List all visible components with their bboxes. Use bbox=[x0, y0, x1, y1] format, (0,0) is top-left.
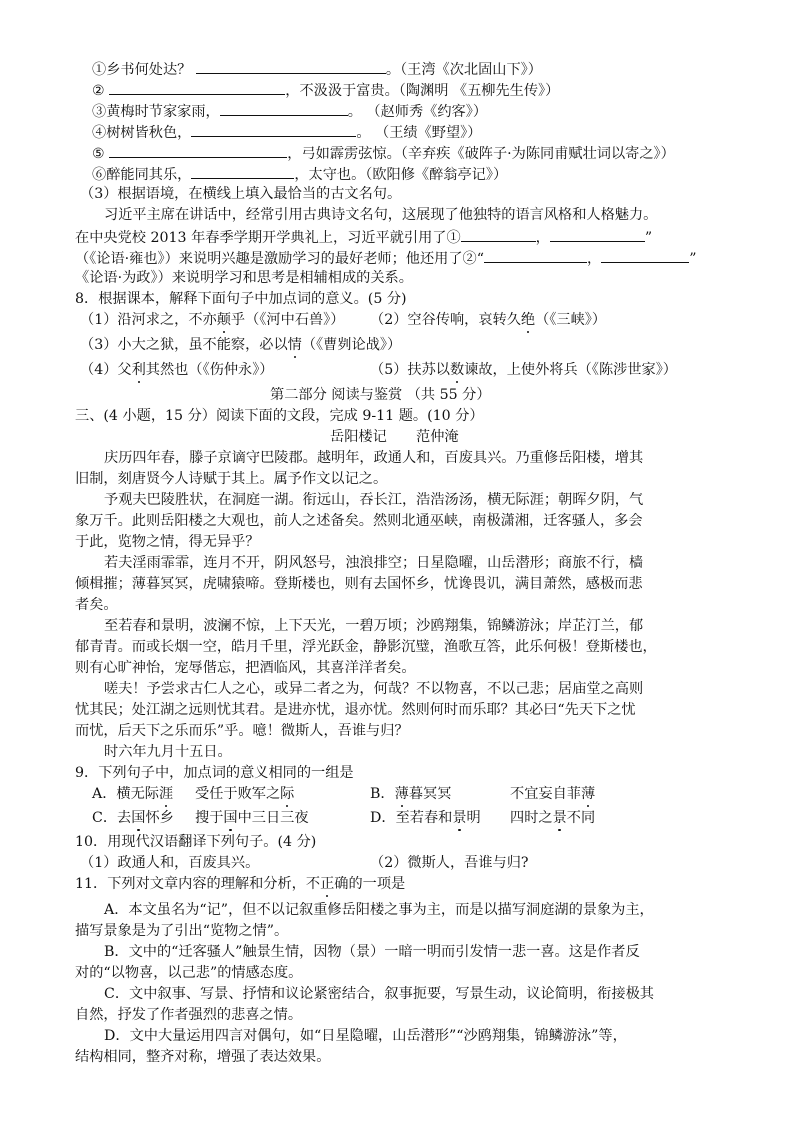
q8-text: （3）小大之狱，虽不能察，必以 bbox=[80, 337, 288, 353]
item-prefix: 乡书何处达？ bbox=[106, 62, 192, 78]
emphasis-dotted bbox=[306, 876, 349, 892]
answer-blank[interactable] bbox=[550, 226, 645, 242]
q11-option-b-cont: 对的“以物喜，以己悲”的情感态度。 bbox=[75, 965, 303, 981]
essay-line: 象万千。此则岳阳楼之大观也，前人之述备矣。然则北通巫峡，南极潇湘，迁客骚人，多会 bbox=[75, 513, 643, 529]
answer-blank[interactable] bbox=[601, 247, 689, 263]
dotted-word: 不正确 bbox=[305, 876, 349, 892]
dotted-word: 国 bbox=[131, 810, 146, 826]
q10-sentence-1: （1）政通人和，百废具兴。 bbox=[80, 855, 260, 871]
essay-line: 至若春和景明，波澜不惊，上下天光，一碧万顷；沙鸥翔集，锦鳞游泳；岸芷汀兰，郁 bbox=[104, 618, 644, 634]
q7-3-text: ” bbox=[689, 251, 697, 267]
answer-blank[interactable] bbox=[109, 79, 285, 95]
essay-line: 则有心旷神怡，宠辱偕忘，把酒临风，其喜洋洋者矣。 bbox=[75, 660, 416, 676]
q11-option-d[interactable]: D．文中大量运用四言对偶句，如“日星隐曜，山岳潜形”“沙鸥翔集，锦鳞游泳”等， bbox=[104, 1028, 627, 1044]
q7-3-line bbox=[75, 226, 652, 248]
item-source: 。（王湾《次北固山下》） bbox=[385, 62, 542, 78]
q9-option-d-pair bbox=[510, 808, 595, 828]
option-text: 不同 bbox=[566, 810, 596, 826]
option-text: A．横无际 bbox=[92, 786, 159, 802]
q11-heading bbox=[75, 874, 405, 894]
essay-line: 于此，览物之情，得无异乎？ bbox=[75, 534, 260, 550]
option-text: 中三日三夜 bbox=[237, 810, 309, 826]
answer-blank[interactable] bbox=[220, 100, 348, 116]
q7-3-text: ” bbox=[644, 230, 653, 246]
item-number: ② bbox=[92, 83, 105, 99]
item-prefix: 黄梅时节家家雨， bbox=[106, 104, 220, 120]
fill-item-3 bbox=[92, 100, 487, 122]
item-number: ① bbox=[92, 62, 107, 78]
item-source: ，弓如霹雳弦惊。（辛弃疾《破阵子·为陈同甫赋壮词以寄之》） bbox=[287, 146, 675, 162]
item-prefix: 醉能同其乐， bbox=[106, 167, 192, 183]
essay-line: 旧制，刻唐贤今人诗赋于其上。属予作文以记之。 bbox=[75, 471, 388, 487]
q8-item-2 bbox=[370, 310, 606, 330]
option-text: 四时之 bbox=[510, 810, 553, 826]
fill-item-5 bbox=[92, 142, 675, 164]
dotted-word: 利 bbox=[131, 362, 146, 378]
item-number: ④ bbox=[92, 125, 107, 141]
answer-blank[interactable] bbox=[109, 142, 287, 158]
answer-blank[interactable] bbox=[191, 163, 294, 179]
fill-item-2 bbox=[92, 79, 559, 101]
q7-3-line: 习近平主席在讲话中，经常引用古典诗文名句，这展现了他独特的语言风格和人格魅力。 bbox=[104, 207, 658, 223]
q7-3-line: 《论语·为政》）来说明学习和思考是相辅相成的关系。 bbox=[75, 270, 413, 286]
item-source: ，太守也。（欧阳修《醉翁亭记》） bbox=[294, 167, 508, 183]
essay-line: 时六年九月十五日。 bbox=[104, 744, 232, 760]
essay-line: 忧其民；处江湖之远则忧其君。是进亦忧，退亦忧。然则何时而乐耶？其必曰“先天下之忧 bbox=[75, 702, 636, 718]
q7-3-heading: （3）根据语境，在横线上填入最恰当的古文名句。 bbox=[80, 186, 402, 202]
q8-text: （5）扶苏以 bbox=[370, 362, 450, 378]
q7-3-text: 在中央党校 2013 年春季学期开学典礼上，习近平就引用了① bbox=[75, 230, 461, 246]
essay-title: 岳阳楼记 bbox=[330, 429, 387, 445]
q11-option-c[interactable]: C．文中叙事、写景、抒情和议论紧密结合，叙事扼要，写景生动，议论简明，衔接极其 bbox=[104, 986, 654, 1002]
item-source: 。 （赵师秀《约客》） bbox=[347, 104, 488, 120]
q8-text: （1）沿河求之，不亦 bbox=[80, 312, 217, 328]
dotted-word: 际 bbox=[280, 786, 295, 802]
item-number: ⑤ bbox=[92, 146, 105, 162]
dotted-word: 情 bbox=[287, 337, 302, 353]
answer-blank[interactable] bbox=[484, 247, 587, 263]
q8-text: （《曹刿论战》） bbox=[301, 337, 402, 353]
fill-item-6 bbox=[92, 163, 507, 185]
q9-option-c[interactable] bbox=[92, 808, 174, 828]
item-prefix: 树树皆秋色， bbox=[106, 125, 192, 141]
answer-blank[interactable] bbox=[461, 226, 536, 242]
q9-heading: 9．下列句子中，加点词的意义相同的一组是 bbox=[75, 765, 354, 781]
dotted-word: 涯 bbox=[159, 786, 174, 802]
essay-line: 嗟夫！予尝求古仁人之心，或异二者之为，何哉？不以物喜，不以己悲；居庙堂之高则 bbox=[104, 681, 644, 697]
q8-item-1 bbox=[80, 310, 344, 330]
option-text: D．至若春和 bbox=[370, 810, 453, 826]
essay-line: 者矣。 bbox=[75, 597, 118, 613]
q8-heading: 8．根据课本，解释下面句子中加点词的意义。(5 分) bbox=[75, 291, 407, 307]
q8-text: （4）父 bbox=[80, 362, 132, 378]
option-text: C．去 bbox=[92, 810, 132, 826]
dotted-word: 景 bbox=[552, 810, 567, 826]
essay-line: 而忧，后天下之乐而乐”乎。噫！微斯人，吾谁与归？ bbox=[75, 723, 409, 739]
part2-title: 第二部分 阅读与鉴赏 （共 55 分） bbox=[270, 387, 491, 403]
essay-line: 若夫淫雨霏霏，连月不开，阴风怒号，浊浪排空；日星隐曜，山岳潜形；商旅不行，樯 bbox=[104, 555, 644, 571]
answer-blank[interactable] bbox=[196, 58, 386, 74]
item-number: ③ bbox=[92, 104, 107, 120]
fill-item-1 bbox=[92, 58, 542, 80]
dotted-word: 薄 bbox=[580, 786, 596, 802]
answer-blank[interactable] bbox=[191, 121, 356, 137]
essay-line: 郁青青。而或长烟一空，皓月千里，浮光跃金，静影沉璧，渔歌互答，此乐何极！登斯楼也， bbox=[75, 639, 657, 655]
q8-text: （2）空谷传响，哀转久 bbox=[370, 312, 521, 328]
q7-3-line bbox=[75, 247, 696, 269]
q9-option-a[interactable] bbox=[92, 784, 173, 804]
item-number: ⑥ bbox=[92, 167, 107, 183]
option-text: 明 bbox=[466, 810, 481, 826]
q8-text: 乎（《河中石兽》） bbox=[230, 312, 345, 328]
essay-line: 庆历四年春，滕子京谪守巴陵郡。越明年，政通人和，百废具兴。乃重修岳阳楼，增其 bbox=[104, 450, 644, 466]
q9-option-d[interactable] bbox=[370, 808, 481, 828]
dotted-word: 景 bbox=[452, 810, 467, 826]
q8-text: （《三峡》） bbox=[535, 312, 607, 328]
section3-heading: 三、(4 小题，15 分）阅读下面的文段，完成 9-11 题。(10 分） bbox=[75, 408, 484, 424]
option-text: 搜于 bbox=[195, 810, 224, 826]
q11-text: 的一项是 bbox=[348, 876, 406, 892]
q10-heading: 10．用现代汉语翻译下列句子。(4 分) bbox=[75, 834, 317, 850]
q8-text: 其然也（《伤仲永》） bbox=[145, 362, 274, 378]
item-source: 。 （王绩《野望》） bbox=[356, 125, 482, 141]
q9-option-a-pair bbox=[195, 784, 294, 804]
q11-option-d-cont: 结构相同，整齐对称，增强了表达效果。 bbox=[75, 1049, 331, 1065]
dotted-word: 颠 bbox=[216, 312, 231, 328]
option-text: 怀乡 bbox=[145, 810, 174, 826]
q7-3-text: （《论语·雍也》）来说明兴趣是激励学习的最好老师；他还用了②“ bbox=[75, 251, 485, 267]
option-text: 不宜妄自菲 bbox=[510, 786, 581, 802]
q9-option-c-pair bbox=[195, 808, 309, 828]
dotted-word: 数 bbox=[449, 362, 465, 378]
q11-option-b[interactable]: B．文中的“迁客骚人”触景生情，因物（景）一暗一明而引发情一悲一喜。这是作者反 bbox=[104, 944, 640, 960]
essay-line: 倾楫摧；薄暮冥冥，虎啸猿啼。登斯楼也，则有去国怀乡，忧谗畏讥，满目萧然，感极而悲 bbox=[75, 576, 643, 592]
essay-author: 范仲淹 bbox=[416, 429, 459, 445]
q9-option-b[interactable]: B．薄暮冥冥 bbox=[370, 786, 452, 802]
q8-item-4 bbox=[80, 360, 273, 380]
q8-item-3 bbox=[80, 335, 401, 355]
q8-item-5 bbox=[370, 360, 677, 380]
q11-option-a[interactable]: A．本文虽名为“记”，但不以记叙重修岳阳楼之事为主，而是以描写洞庭湖的景象为主， bbox=[104, 902, 654, 918]
essay-line: 予观夫巴陵胜状，在洞庭一湖。衔远山，吞长江，浩浩汤汤，横无际涯；朝晖夕阴，气 bbox=[104, 492, 644, 508]
q7-3-text: ， bbox=[535, 230, 550, 246]
item-source: ，不汲汲于富贵。（陶渊明 《五柳先生传》） bbox=[285, 83, 560, 99]
option-text: 受任于败军之 bbox=[195, 786, 281, 802]
dotted-word: 国 bbox=[223, 810, 238, 826]
fill-item-4 bbox=[92, 121, 481, 143]
q11-option-c-cont: 自然，抒发了作者强烈的悲喜之情。 bbox=[75, 1007, 303, 1023]
q9-option-b-pair bbox=[510, 784, 595, 804]
q8-text: 谏故，上使外将兵（《陈涉世家》） bbox=[464, 362, 677, 378]
q7-3-text: ， bbox=[587, 251, 602, 267]
q10-sentence-2: （2）微斯人，吾谁与归? bbox=[370, 855, 529, 871]
q11-option-a-cont: 描写景象是为了引出“览物之情”。 bbox=[75, 923, 289, 939]
dotted-word: 绝 bbox=[520, 312, 536, 328]
q11-text: 11．下列对文章内容的理解和分析， bbox=[75, 876, 306, 892]
